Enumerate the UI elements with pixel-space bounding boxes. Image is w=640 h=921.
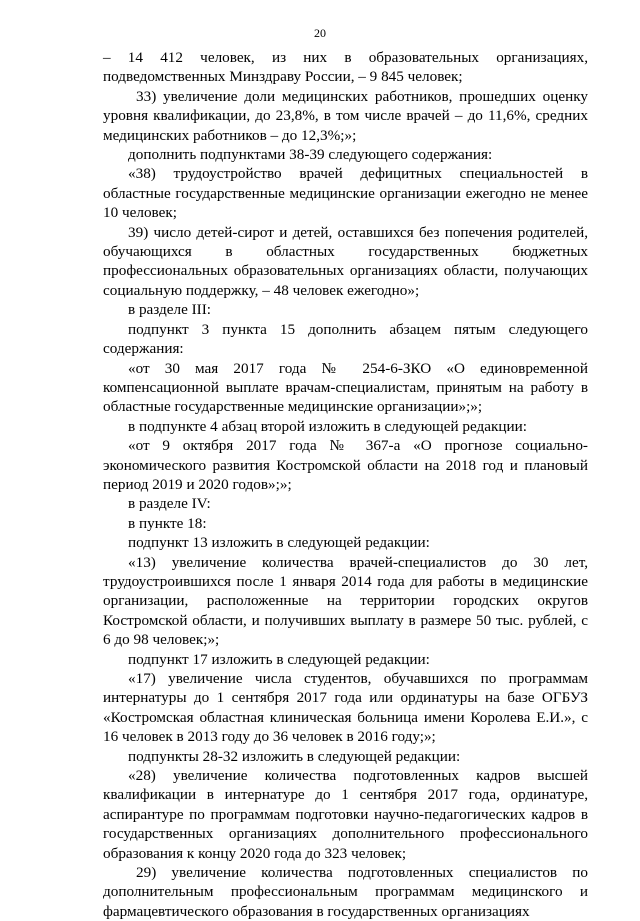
- paragraph: 33) увеличение доли медицинских работников, прошедших оценку уровня квалификации, до 23,8%, в том числе врачей – до 11,6%, средних медицинских работников – до 12,3%;»;: [103, 87, 588, 144]
- paragraph: «28) увеличение количества подготовленных кадров высшей квалификации в интернатуре до 1 сентября 2017 года, ординатуре, аспирантуре по программам подготовки научно-педагогических кадров в государственных организациях дополнительного профессионального образования к концу 2020 года до 323 человек;: [103, 767, 588, 862]
- paragraph: подпункты 28-32 изложить в следующей редакции:: [128, 747, 461, 765]
- paragraph: «от 30 мая 2017 года № 254-6-ЗКО «О единовременной компенсационной выплате врачам-специалистам, принятым на работу в областные государственные медицинские организации»;»;: [103, 359, 588, 416]
- paragraph: – 14 412 человек, из них в образовательных организациях, подведомственных Минздраву России, – 9 845 человек;: [103, 49, 588, 86]
- paragraph: «13) увеличение количества врачей-специалистов до 30 лет, трудоустроившихся после 1 января 2014 года для работы в медицинские организации, расположенные на территории городских округов Костромской области, и получивших выплату в размере 50 тыс. рублей, с 6 до 98 человек;»;: [103, 553, 588, 649]
- paragraph: подпункт 3 пункта 15 дополнить абзацем пятым следующего содержания:: [103, 320, 588, 358]
- paragraph: «38) трудоустройство врачей дефицитных специальностей в областные государственные медицинские организации ежегодно не менее 10 человек;: [103, 165, 588, 222]
- page-number: 20: [314, 26, 326, 40]
- paragraph: подпункт 13 изложить в следующей редакции:: [128, 534, 430, 552]
- document-body: [103, 48, 588, 921]
- paragraph: в разделе III:: [128, 301, 212, 319]
- paragraph: в подпункте 4 абзац второй изложить в следующей редакции:: [128, 417, 527, 435]
- paragraph: в разделе IV:: [128, 495, 211, 513]
- paragraph: «17) увеличение числа студентов, обучавшихся по программам интернатуры до 1 сентября 2017 года или ординатуры на базе ОГБУЗ «Костромская областная клиническая больница имени Королева Е.И.», с 16 человек в 2013 году до 36 человек в 2016 году;»;: [103, 670, 588, 746]
- paragraph: в пункте 18:: [128, 514, 207, 532]
- paragraph: 29) увеличение количества подготовленных специалистов по дополнительным профессиональным программам медицинского и фармацевтического образования в государственных организациях: [103, 864, 588, 920]
- paragraph: «от 9 октября 2017 года № 367-а «О прогнозе социально-экономического развития Костромской области на 2018 год и плановый период 2019 и 2020 годов»;»;: [103, 437, 588, 493]
- paragraph: 39) число детей-сирот и детей, оставшихся без попечения родителей, обучающихся в областных государственных бюджетных профессиональных образовательных организациях области, получающих социальную поддержку, – 48 человек ежегодно»;: [103, 223, 588, 299]
- paragraph: подпункт 17 изложить в следующей редакции:: [128, 650, 430, 668]
- paragraph: дополнить подпунктами 38-39 следующего содержания:: [128, 146, 493, 164]
